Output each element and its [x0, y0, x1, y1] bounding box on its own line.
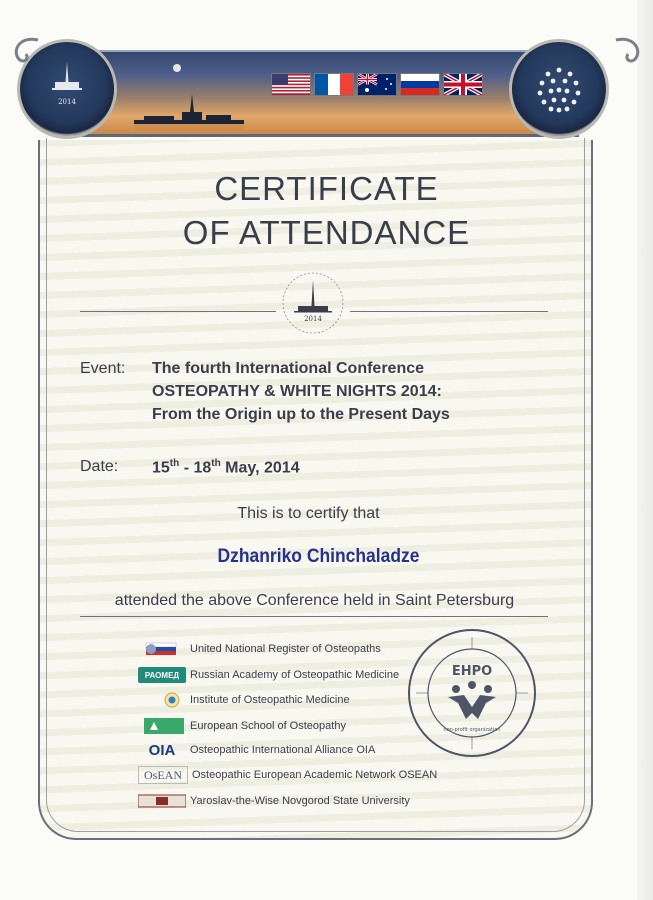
stars-icon — [534, 64, 584, 114]
org-item — [138, 766, 437, 784]
eso-logo-icon — [138, 718, 186, 734]
divider-left — [80, 311, 276, 312]
certificate-title-line2: OF ATTENDANCE — [182, 214, 471, 251]
org-name: United National Register of Osteopaths — [190, 643, 381, 655]
attended-text: attended the above Conference held in Saint Petersburg — [114, 592, 515, 609]
org-item — [138, 691, 350, 709]
org-item — [138, 717, 346, 735]
org-item — [138, 640, 381, 658]
paper-edge — [637, 0, 653, 900]
stamp-center-text: ЕНРО — [451, 664, 493, 679]
osean-logo-icon: OsEAN — [138, 766, 188, 784]
date-start-suffix: th — [169, 458, 180, 469]
org-item — [138, 666, 399, 684]
organization-stamp-icon — [406, 627, 538, 759]
org-item — [138, 741, 375, 759]
event-label: Event: — [80, 360, 126, 377]
france-flag-icon — [314, 73, 354, 96]
raom-logo-icon: РАОМЕД — [138, 667, 186, 683]
oia-logo-icon: OIA — [148, 741, 176, 759]
medallion-year: 2014 — [58, 98, 76, 106]
conference-logo-icon — [278, 268, 348, 338]
certificate-title-line1: CERTIFICATE — [214, 170, 439, 207]
org-name: Institute of Osteopathic Medicine — [190, 694, 350, 706]
org-name: Osteopathic European Academic Network OSEAN — [192, 769, 438, 781]
flags-row — [271, 73, 483, 96]
date-separator: - 18 — [179, 459, 212, 477]
date-start-day: 15 — [152, 459, 170, 477]
divider-attended — [80, 616, 548, 617]
date-value — [152, 458, 300, 477]
ornament-scroll-icon — [8, 34, 48, 74]
ornament-scroll-icon — [606, 34, 646, 74]
iom-logo-icon — [138, 692, 186, 708]
org-item — [138, 792, 410, 810]
org-name: Yaroslav-the-Wise Novgorod State University — [190, 795, 410, 807]
date-rest: May, 2014 — [220, 459, 300, 477]
event-line-1: The fourth International Conference — [152, 360, 425, 377]
stamp-sub-text: non-profit organization — [443, 727, 501, 733]
divider-right — [350, 311, 548, 312]
australia-flag-icon — [357, 73, 397, 96]
org-name: Osteopathic International Alliance OIA — [190, 744, 376, 756]
org-name: European School of Osteopathy — [190, 720, 346, 732]
unro-logo-icon — [138, 641, 186, 657]
fortress-spire-icon — [50, 62, 84, 96]
org-name: Russian Academy of Osteopathic Medicine — [190, 669, 400, 681]
date-label: Date: — [80, 458, 119, 475]
fortress-silhouette-icon — [134, 94, 244, 130]
russia-flag-icon — [400, 73, 440, 96]
event-line-3: From the Origin up to the Present Days — [152, 406, 450, 423]
date-end-suffix: th — [211, 458, 221, 469]
novgu-logo-icon — [138, 793, 186, 809]
recipient-name: Dzhanriko Chinchaladze — [217, 546, 420, 567]
certify-text: This is to certify that — [237, 505, 380, 522]
stars-medallion — [512, 42, 606, 136]
conference-logo-year: 2014 — [304, 315, 322, 323]
event-line-2: OSTEOPATHY & WHITE NIGHTS 2014: — [152, 383, 442, 400]
moon-icon — [173, 64, 181, 72]
uk-flag-icon — [443, 73, 483, 96]
usa-flag-icon — [271, 73, 311, 96]
